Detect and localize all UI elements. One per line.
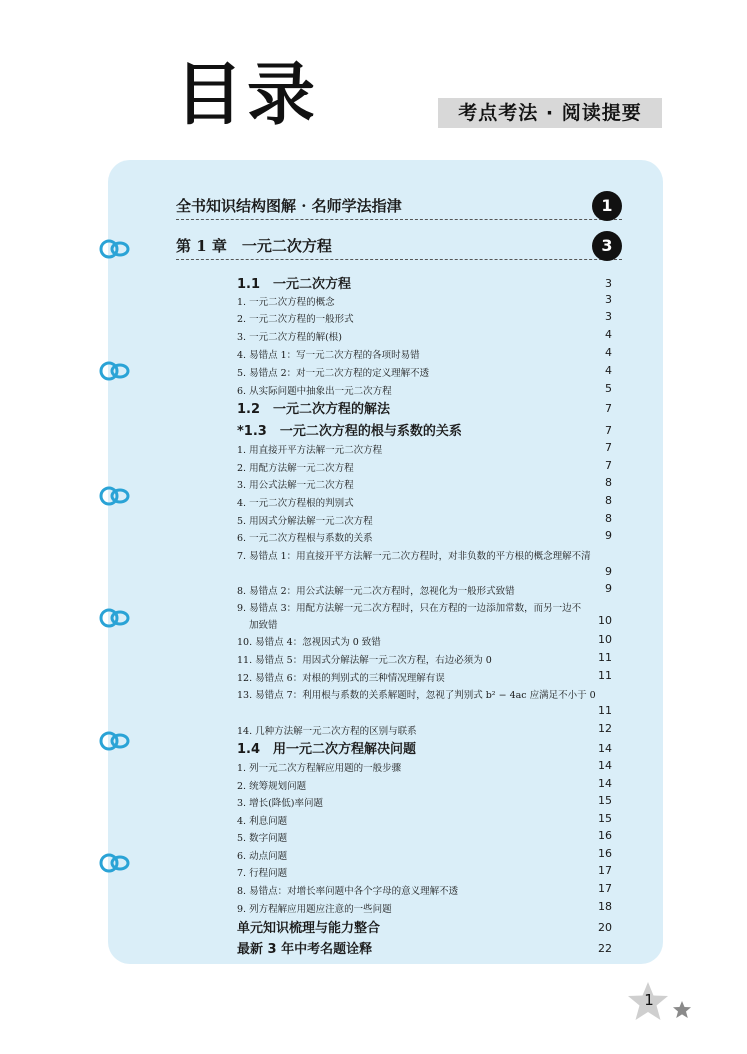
toc-title: 加致错	[249, 620, 278, 631]
toc-title: 10. 易错点 4：忽视因式为 0 致错	[237, 637, 381, 648]
toc-item[interactable]	[237, 845, 612, 862]
toc-page: 9	[605, 582, 612, 595]
dashed-leader	[176, 219, 622, 220]
toc-item[interactable]	[237, 757, 612, 774]
toc-title: 单元知识梳理与能力整合	[237, 921, 381, 936]
toc-page: 4	[605, 328, 612, 341]
toc-title: 6. 一元二次方程根与系数的关系	[237, 533, 373, 544]
toc-title: 4. 易错点 1：写一元二次方程的各项时易错	[237, 350, 420, 361]
toc-chapter-row[interactable]	[176, 234, 622, 260]
toc-section[interactable]	[237, 738, 612, 756]
toc-item[interactable]	[237, 563, 612, 580]
toc-title: 8. 易错点 2：用公式法解一元二次方程时，忽视化为一般形式致错	[237, 586, 515, 597]
toc-item[interactable]	[237, 510, 612, 527]
toc-title: *1.3 一元二次方程的根与系数的关系	[237, 424, 462, 439]
toc-title: 1. 列一元二次方程解应用题的一般步骤	[237, 763, 402, 774]
toc-main-row[interactable]	[176, 194, 622, 220]
toc-item[interactable]	[237, 527, 612, 544]
toc-page: 3	[605, 277, 612, 290]
toc-item[interactable]	[237, 862, 612, 879]
page-badge: 1	[592, 191, 622, 221]
page-number: 1	[644, 991, 654, 1009]
toc-title: 6. 动点问题	[237, 851, 288, 862]
toc-item[interactable]	[237, 344, 612, 361]
toc-item[interactable]	[237, 775, 612, 792]
toc-item[interactable]	[237, 597, 612, 614]
toc-item[interactable]	[237, 649, 612, 666]
toc-title: 1.2 一元二次方程的解法	[237, 402, 391, 417]
toc-item[interactable]	[237, 631, 612, 648]
toc-page: 9	[605, 529, 612, 542]
toc-page: 8	[605, 494, 612, 507]
toc-item[interactable]	[237, 545, 612, 562]
toc-page: 18	[598, 900, 612, 913]
small-star-icon	[672, 1000, 692, 1020]
toc-page: 14	[598, 742, 612, 755]
toc-item[interactable]	[237, 457, 612, 474]
toc-title: 12. 易错点 6：对根的判别式的三种情况理解有误	[237, 673, 445, 684]
toc-page: 20	[598, 921, 612, 934]
toc-item[interactable]	[237, 880, 612, 897]
toc-page: 5	[605, 382, 612, 395]
toc-main-label: 全书知识结构图解 · 名师学法指津	[176, 197, 402, 215]
toc-page: 16	[598, 847, 612, 860]
toc-page: 11	[598, 651, 612, 664]
toc-page: 4	[605, 346, 612, 359]
toc-page: 22	[598, 942, 612, 955]
toc-page: 12	[598, 722, 612, 735]
toc-item[interactable]	[237, 898, 612, 915]
toc-page: 4	[605, 364, 612, 377]
toc-title: 14. 几种方法解一元二次方程的区别与联系	[237, 726, 417, 737]
toc-item[interactable]	[237, 580, 612, 597]
toc-title: 8. 易错点：对增长率问题中各个字母的意义理解不透	[237, 886, 459, 897]
dashed-leader	[176, 259, 622, 260]
toc-page: 17	[598, 882, 612, 895]
toc-item[interactable]	[237, 474, 612, 491]
binder-ring-icon	[98, 238, 132, 260]
toc-item[interactable]	[237, 720, 612, 737]
toc-title: 5. 易错点 2：对一元二次方程的定义理解不透	[237, 368, 430, 379]
binder-ring-icon	[98, 730, 132, 752]
binder-ring-icon	[98, 852, 132, 874]
toc-section[interactable]	[237, 938, 612, 956]
toc-title: 13. 易错点 7：利用根与系数的关系解题时，忽视了判别式 b² − 4ac 应满足不小于 0	[237, 690, 596, 701]
toc-item[interactable]	[237, 362, 612, 379]
toc-item[interactable]	[237, 792, 612, 809]
page-title: 目录	[175, 56, 320, 135]
toc-section[interactable]	[237, 398, 612, 416]
toc-title: 5. 用因式分解法解一元二次方程	[237, 516, 373, 527]
toc-page: 7	[605, 441, 612, 454]
toc-page: 17	[598, 864, 612, 877]
toc-title: 6. 从实际问题中抽象出一元二次方程	[237, 386, 392, 397]
toc-title: 9. 易错点 3：用配方法解一元二次方程时，只在方程的一边添加常数，而另一边不	[237, 603, 582, 614]
toc-page: 8	[605, 476, 612, 489]
toc-item[interactable]	[237, 380, 612, 397]
toc-title: 2. 用配方法解一元二次方程	[237, 463, 354, 474]
toc-page: 3	[605, 293, 612, 306]
toc-item[interactable]	[237, 667, 612, 684]
toc-title: 2. 统筹规划问题	[237, 781, 307, 792]
toc-page: 14	[598, 777, 612, 790]
toc-page: 11	[598, 704, 612, 717]
toc-page: 15	[598, 812, 612, 825]
toc-item[interactable]	[237, 702, 612, 719]
binder-ring-icon	[98, 607, 132, 629]
toc-page: 9	[605, 565, 612, 578]
toc-page: 7	[605, 459, 612, 472]
toc-item[interactable]	[237, 810, 612, 827]
toc-page: 10	[598, 614, 612, 627]
page-subtitle: 考点考法 · 阅读提要	[438, 98, 662, 128]
toc-item[interactable]	[237, 439, 612, 456]
toc-title: 3. 用公式法解一元二次方程	[237, 480, 354, 491]
toc-title: 1. 用直接开平方法解一元二次方程	[237, 445, 383, 456]
toc-section[interactable]	[237, 917, 612, 935]
toc-page: 3	[605, 310, 612, 323]
toc-page: 11	[598, 669, 612, 682]
toc-item[interactable]	[237, 326, 612, 343]
page-badge: 3	[592, 231, 622, 261]
binder-ring-icon	[98, 485, 132, 507]
toc-section[interactable]	[237, 420, 612, 438]
toc-item[interactable]	[237, 308, 612, 325]
toc-title: 4. 一元二次方程根的判别式	[237, 498, 354, 509]
toc-title: 11. 易错点 5：用因式分解法解一元二次方程，右边必须为 0	[237, 655, 492, 666]
toc-item[interactable]	[237, 827, 612, 844]
toc-page: 7	[605, 402, 612, 415]
toc-title: 9. 列方程解应用题应注意的一些问题	[237, 904, 392, 915]
toc-title: 5. 数字问题	[237, 833, 288, 844]
toc-title: 7. 易错点 1：用直接开平方法解一元二次方程时，对非负数的平方根的概念理解不清	[237, 551, 591, 562]
toc-item[interactable]	[237, 684, 612, 701]
toc-page: 16	[598, 829, 612, 842]
toc-page: 10	[598, 633, 612, 646]
binder-ring-icon	[98, 360, 132, 382]
toc-chapter-label: 第 1 章 一元二次方程	[176, 237, 332, 255]
toc-title: 1. 一元二次方程的概念	[237, 297, 335, 308]
toc-item[interactable]	[237, 291, 612, 308]
toc-item[interactable]	[237, 614, 612, 631]
toc-title: 最新 3 年中考名题诠释	[237, 942, 373, 957]
toc-title: 7. 行程问题	[237, 868, 288, 879]
toc-title: 1.4 用一元二次方程解决问题	[237, 742, 417, 757]
toc-title: 3. 增长(降低)率问题	[237, 798, 323, 809]
toc-page: 7	[605, 424, 612, 437]
toc-section[interactable]	[237, 273, 612, 291]
toc-title: 4. 利息问题	[237, 816, 288, 827]
toc-page: 15	[598, 794, 612, 807]
toc-item[interactable]	[237, 492, 612, 509]
toc-title: 3. 一元二次方程的解(根)	[237, 332, 342, 343]
toc-page: 14	[598, 759, 612, 772]
toc-title: 2. 一元二次方程的一般形式	[237, 314, 354, 325]
toc-title: 1.1 一元二次方程	[237, 277, 352, 292]
toc-page: 8	[605, 512, 612, 525]
